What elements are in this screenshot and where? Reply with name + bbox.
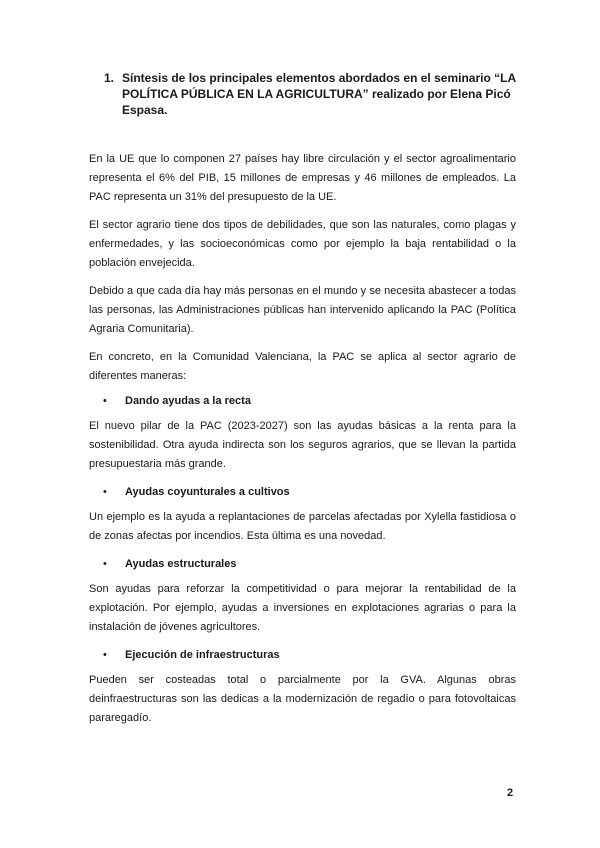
page-number: 2: [507, 787, 514, 799]
paragraph-weaknesses: El sector agrario tiene dos tipos de debilidades, que son las naturales, como plagas y enfermedades, y las socioeconómicas como por ejemplo la baja rentabilidad o la población envejecida.: [89, 219, 516, 269]
bullet-icon: •: [103, 395, 107, 407]
bullet-title: Ayudas estructurales: [125, 558, 237, 570]
bullet-item: [103, 392, 516, 411]
paragraph-valencia: En concreto, en la Comunidad Valenciana, la PAC se aplica al sector agrario de diferentes maneras:: [89, 351, 516, 382]
bullet-paragraph: Pueden ser costeadas total o parcialmente por la GVA. Algunas obras deinfraestructuras son las dedicas a la modernización de regadío o para fotovoltaicas pararegadío.: [89, 674, 516, 724]
bullet-icon: •: [103, 649, 107, 661]
paragraph-pac-intervention: Debido a que cada día hay más personas en el mundo y se necesita abastecer a todas las personas, las Administraciones públicas han intervenido aplicando la PAC (Política Agraria Comunitaria).: [89, 285, 516, 335]
bullet-paragraph: El nuevo pilar de la PAC (2023-2027) son las ayudas básicas a la renta para la sostenibilidad. Otra ayuda indirecta son los seguros agrarios, que se llevan la partida presupuestaria más grande.: [89, 420, 516, 470]
bullet-icon: •: [103, 486, 107, 498]
paragraph-eu-overview: En la UE que lo componen 27 países hay libre circulación y el sector agroalimentario representa el 6% del PIB, 15 millones de empresas y 46 millones de empleados. La PAC representa un 31% del presupuesto de la UE.: [89, 153, 516, 203]
section-heading: [104, 70, 524, 118]
bullet-item: [103, 555, 516, 574]
bullet-icon: •: [103, 558, 107, 570]
bullet-title: Ejecución de infraestructuras: [125, 649, 280, 661]
bullet-paragraph: Son ayudas para reforzar la competitividad o para mejorar la rentabilidad de la explotación. Por ejemplo, ayudas a inversiones en explotaciones agrarias o para la instalación de jóvenes agricultores.: [89, 583, 516, 633]
heading-text: Síntesis de los principales elementos abordados en el seminario “LA POLÍTICA PÚBLICA EN LA AGRICULTURA” realizado por Elena Picó Espasa.: [122, 71, 516, 117]
heading-number: 1.: [104, 71, 115, 85]
bullet-title: Ayudas coyunturales a cultivos: [125, 486, 290, 498]
bullet-title: Dando ayudas a la recta: [125, 395, 251, 407]
bullet-paragraph: Un ejemplo es la ayuda a replantaciones de parcelas afectadas por Xylella fastidiosa o de zonas afectas por incendios. Esta última es una novedad.: [89, 511, 516, 542]
bullet-item: [103, 483, 516, 502]
bullet-item: [103, 646, 516, 665]
document-body: [89, 150, 516, 737]
